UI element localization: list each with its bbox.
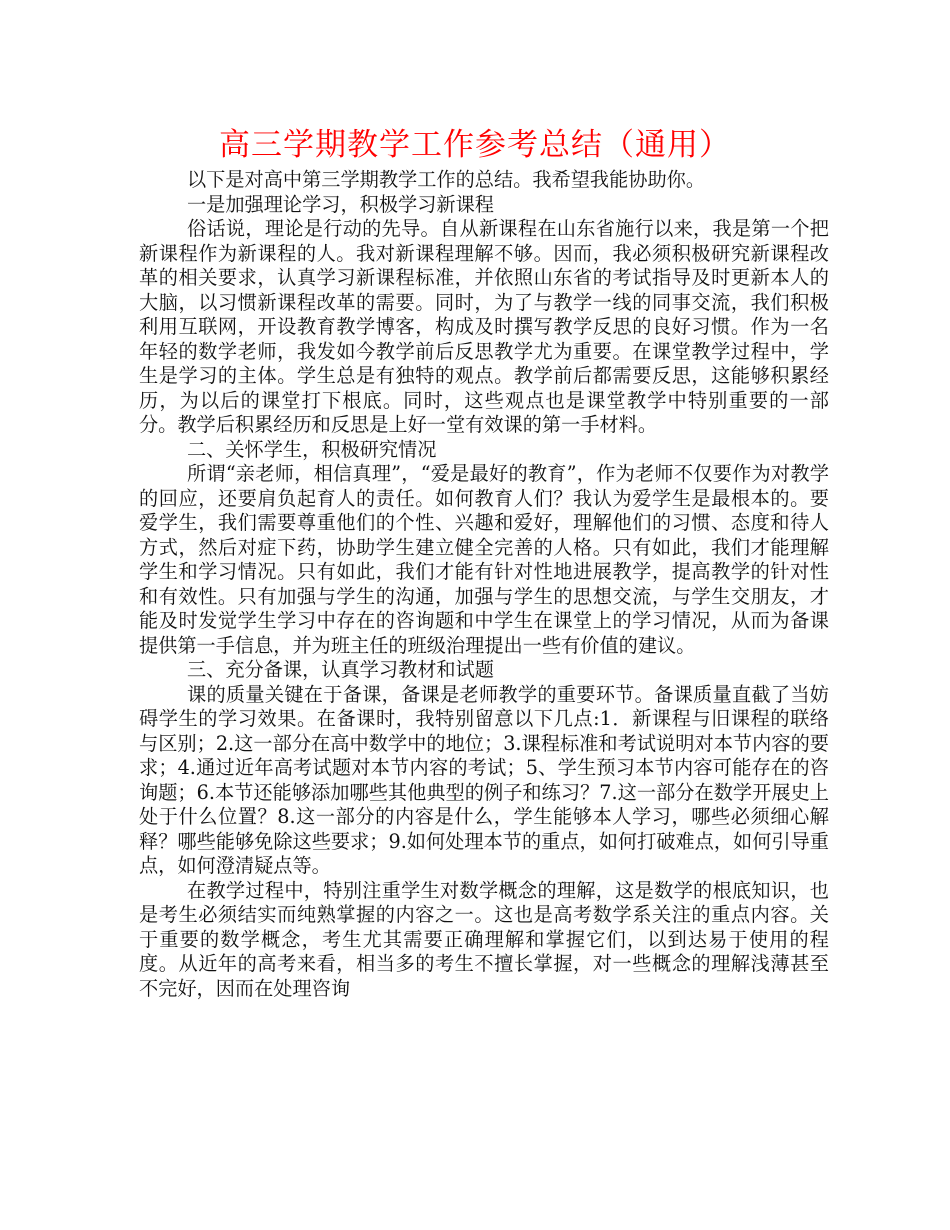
intro-paragraph: 以下是对高中第三学期教学工作的总结。我希望我能协助你。	[187, 168, 706, 191]
document-title: 高三学期教学工作参考总结（通用）	[219, 127, 731, 163]
section-heading-2: 二、关怀学生，积极研究情况	[187, 437, 437, 461]
section-paragraph-2: 所谓“亲老师，相信真理”，“爱是最好的教育”，作为老师不仅要作为对教学的回应，还要肩负起育人的责任。如何教育人们？我认为爱学生是最根本的。要爱学生，我们需要尊重他们的个性、兴趣和爱好，理解他们的习惯、态度和待人方式，然后对症下药，协助学生建立健全完善的人格。只有如此，我们才能理解学生和学习情况。只有如此，我们才能有针对性地进展教学，提高教学的针对性和有效性。只有加强与学生的沟通，加强与学生的思想交流，与学生交朋友，才能及时发觉学生学习中存在的咨询题和中学生在课堂上的学习情况，从而为备课提供第一手信息，并为班主任的班级治理提出一些有价值的建议。	[139, 462, 829, 657]
section-heading-3: 三、充分备课，认真学习教材和试题	[187, 658, 494, 681]
document-body	[139, 168, 829, 1001]
section-paragraph-1: 俗话说，理论是行动的先导。自从新课程在山东省施行以来，我是第一个把新课程作为新课程的人。我对新课程理解不够。因而，我必须积极研究新课程改革的相关要求，认真学习新课程标准，并依照山东省的考试指导及时更新本人的大脑，以习惯新课程改革的需要。同时，为了与教学一线的同事交流，我们积极利用互联网，开设教育教学博客，构成及时撰写教学反思的良好习惯。作为一名年轻的数学老师，我发如今教学前后反思教学尤为重要。在课堂教学过程中，学生是学习的主体。学生总是有独特的观点。教学前后都需要反思，这能够积累经历，为以后的课堂打下根底。同时，这些观点也是课堂教学中特别重要的一部分。教学后积累经历和反思是上好一堂有效课的第一手材料。	[139, 217, 829, 436]
section-paragraph-3: 课的质量关键在于备课，备课是老师教学的重要环节。备课质量直截了当妨碍学生的学习效果。在备课时，我特别留意以下几点:1．新课程与旧课程的联络与区别；2.这一部分在高中数学中的地位；3.课程标准和考试说明对本节内容的要求；4.通过近年高考试题对本节内容的考试；5、学生预习本节内容可能存在的咨询题；6.本节还能够添加哪些其他典型的例子和练习？7.这一部分在数学开展史上处于什么位置？8.这一部分的内容是什么，学生能够本人学习，哪些必须细心解释？哪些能够免除这些要求；9.如何处理本节的重点，如何打破难点，如何引导重点，如何澄清疑点等。	[139, 682, 829, 877]
section-heading-1: 一是加强理论学习，积极学习新课程	[187, 192, 494, 216]
section-paragraph-4: 在教学过程中，特别注重学生对数学概念的理解，这是数学的根底知识，也是考生必须结实而纯熟掌握的内容之一。这也是高考数学系关注的重点内容。关于重要的数学概念，考生尤其需要正确理解和掌握它们，以到达易于使用的程度。从近年的高考来看，相当多的考生不擅长掌握，对一些概念的理解浅薄甚至不完好，因而在处理咨询	[139, 878, 829, 1000]
